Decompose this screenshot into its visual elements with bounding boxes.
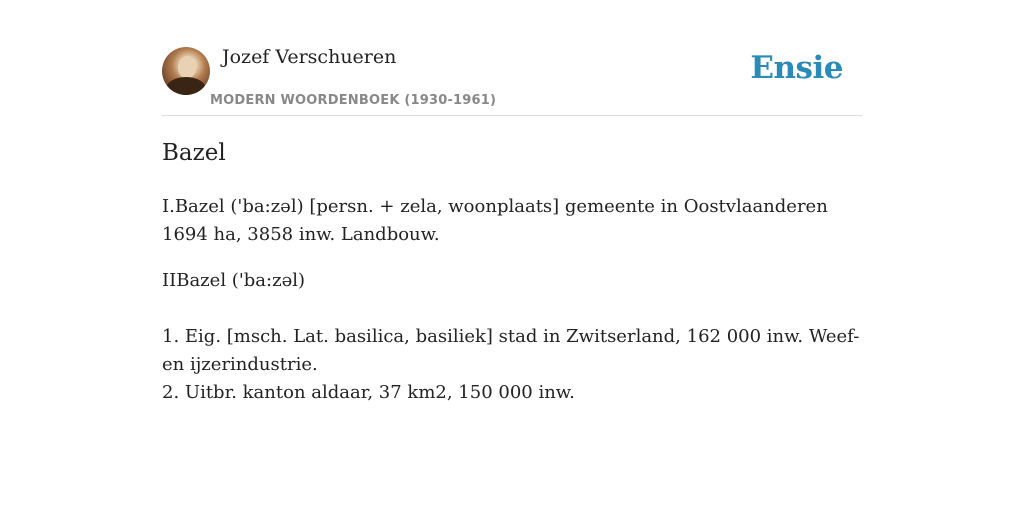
author-avatar[interactable]: [162, 47, 210, 95]
avatar-face: [178, 56, 196, 78]
sense-2-list: [162, 323, 862, 407]
sense-1-text: I.Bazel ('ba:zəl) [persn. + zela, woonplaats] gemeente in Oostvlaanderen 1694 ha, 3858 inw. Landbouw.: [162, 196, 828, 245]
page-header: [162, 0, 862, 116]
sense-2-heading: IIBazel ('ba:zəl): [162, 270, 305, 291]
sense-2-item-2: 2. Uitbr. kanton aldaar, 37 km2, 150 000 inw.: [162, 382, 575, 403]
entry-title: Bazel: [162, 140, 226, 166]
site-logo[interactable]: Ensie: [750, 50, 843, 86]
page: [162, 0, 862, 403]
avatar-body: [166, 77, 206, 95]
sense-2-item-1: 1. Eig. [msch. Lat. basilica, basiliek] stad in Zwitserland, 162 000 inw. Weef- en ijzerindustrie.: [162, 326, 860, 375]
book-title[interactable]: MODERN WOORDENBOEK (1930-1961): [210, 93, 497, 108]
author-name[interactable]: Jozef Verschueren: [222, 46, 397, 68]
